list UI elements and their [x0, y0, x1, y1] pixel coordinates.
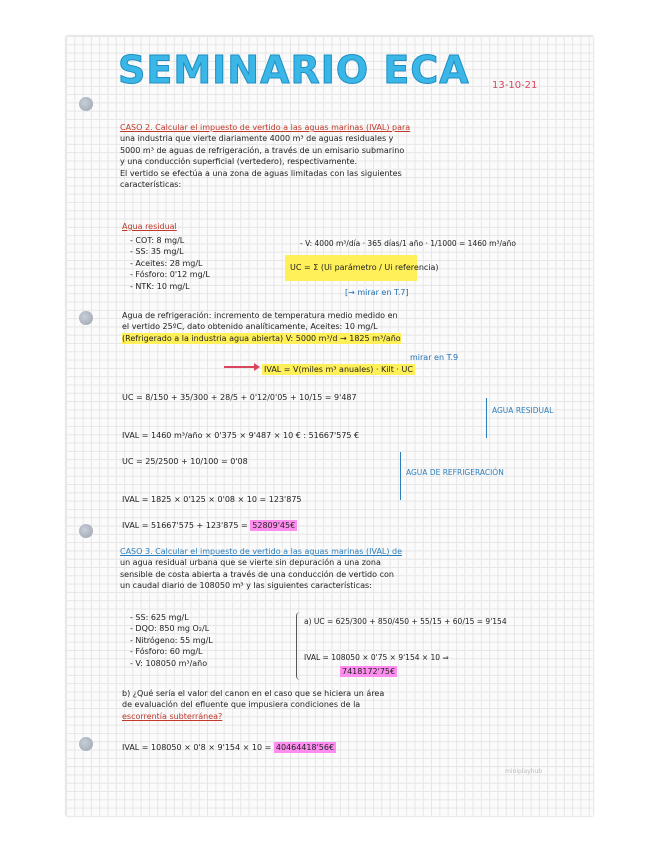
intro-line: sensible de costa abierta a través de una conducción de vertido con	[120, 569, 394, 579]
param-item: - V: 108050 m³/año	[130, 658, 208, 668]
caso3-ival: IVAL = 108050 × 0'75 × 9'154 × 10 ⇒	[304, 653, 449, 662]
intro-line: un caudal diario de 108050 m³ y las siguientes características:	[120, 581, 372, 591]
param-item: - NTK: 10 mg/L	[130, 281, 190, 291]
param-item: - Fósforo: 60 mg/L	[130, 647, 203, 657]
param-item: - SS: 625 mg/L	[130, 613, 189, 622]
residual-heading: Agua residual	[122, 222, 177, 231]
arrow-right-icon	[224, 363, 260, 371]
refrig-desc	[122, 310, 401, 344]
bracket-line	[400, 452, 401, 500]
refrig-line: el vertido 25ºC, dato obtenido analíticamente, Aceites: 10 mg/L	[122, 322, 378, 332]
table7-note: [→ mirar en T.7]	[345, 288, 409, 297]
uc-refrig: UC = 25/2500 + 10/100 = 0'08	[122, 457, 248, 466]
label-agua-refrig: AGUA DE REFRIGERACIÓN	[406, 468, 504, 477]
punch-hole	[79, 311, 93, 325]
punch-hole	[79, 737, 93, 751]
punch-hole	[79, 524, 93, 538]
param-item: - DQO: 850 mg O₂/L	[130, 624, 210, 634]
refrig-line: (Refrigerado a la industria agua abierta) V: 5000 m³/d → 1825 m³/año	[122, 333, 401, 343]
question-line: b) ¿Qué sería el valor del canon en el caso que se hiciera un área	[122, 689, 385, 698]
refrig-line: Agua de refrigeración: incremento de temperatura medio medido en	[122, 311, 398, 320]
bracket-line	[486, 398, 487, 438]
ival-residual: IVAL = 1460 m³/año × 0'375 × 9'487 × 10 € : 51667'575 €	[122, 431, 360, 440]
total-line	[122, 520, 297, 531]
intro-line: y una conducción superficial (vertedero), respectivamente.	[120, 157, 358, 167]
question-line: escorrentía subterránea?	[122, 711, 223, 721]
param-item: - Fósforo: 0'12 mg/L	[130, 270, 210, 280]
ival-formula-text: IVAL = V(miles m³ anuales) · Kilt · UC	[264, 365, 413, 374]
ival-refrig: IVAL = 1825 × 0'125 × 0'08 × 10 = 123'875	[122, 495, 302, 504]
page-title: SEMINARIO ECA	[118, 48, 470, 92]
intro-line: 5000 m³ de aguas de refrigeración, a través de un emisario submarino	[120, 145, 405, 155]
table9-note: mirar en T.9	[410, 353, 459, 362]
label-agua-residual: AGUA RESIDUAL	[492, 406, 554, 415]
uc-formula: UC = Σ (Ui parámetro / Ui referencia)	[290, 263, 439, 272]
param-item: - COT: 8 mg/L	[130, 236, 185, 245]
intro-line: El vertido se efectúa a una zona de aguas limitadas con las siguientes	[120, 168, 402, 178]
volume-calc: - V: 4000 m³/día · 365 días/1 año · 1/1000 = 1460 m³/año	[300, 239, 516, 248]
intro-line: características:	[120, 180, 182, 190]
caso2-intro	[120, 122, 410, 190]
total-value: 52809'45€	[252, 521, 296, 530]
caso3-params	[130, 612, 213, 669]
uc-residual: UC = 8/150 + 35/300 + 28/5 + 0'12/0'05 + 10/15 = 9'487	[122, 393, 357, 402]
param-item: - Aceites: 28 mg/L	[130, 258, 203, 268]
caso3-question	[122, 688, 384, 722]
intro-line: una industria que vierte diariamente 4000 m³ de aguas residuales y	[120, 134, 394, 144]
caso3-final	[122, 742, 336, 753]
residual-params	[130, 235, 210, 292]
final-prefix: IVAL = 108050 × 0'8 × 9'154 × 10 =	[122, 743, 272, 752]
question-line: de evaluación del efluente que impusiera condiciones de la	[122, 700, 361, 710]
caso3-ival-result-line	[340, 666, 397, 677]
caso3-ival-result: 7418172'75€	[342, 667, 396, 676]
param-item: - Nitrógeno: 55 mg/L	[130, 635, 213, 645]
intro-line: CASO 3. Calcular el impuesto de vertido a las aguas marinas (IVAL) de	[120, 547, 403, 556]
caso3-intro	[120, 546, 402, 592]
total-prefix: IVAL = 51667'575 + 123'875 =	[122, 521, 248, 530]
param-item: - SS: 35 mg/L	[130, 247, 184, 257]
final-value: 40464418'56€	[275, 743, 335, 752]
ival-formula	[262, 364, 415, 375]
intro-line: CASO 2. Calcular el impuesto de vertido a las aguas marinas (IVAL) para	[120, 123, 411, 132]
caso3-uc: a) UC = 625/300 + 850/450 + 55/15 + 60/15 = 9'154	[304, 617, 507, 626]
watermark: miniplayhub	[505, 768, 543, 775]
page-date: 13-10-21	[492, 80, 538, 91]
punch-hole	[79, 97, 93, 111]
intro-line: un agua residual urbana que se vierte sin depuración a una zona	[120, 558, 381, 568]
